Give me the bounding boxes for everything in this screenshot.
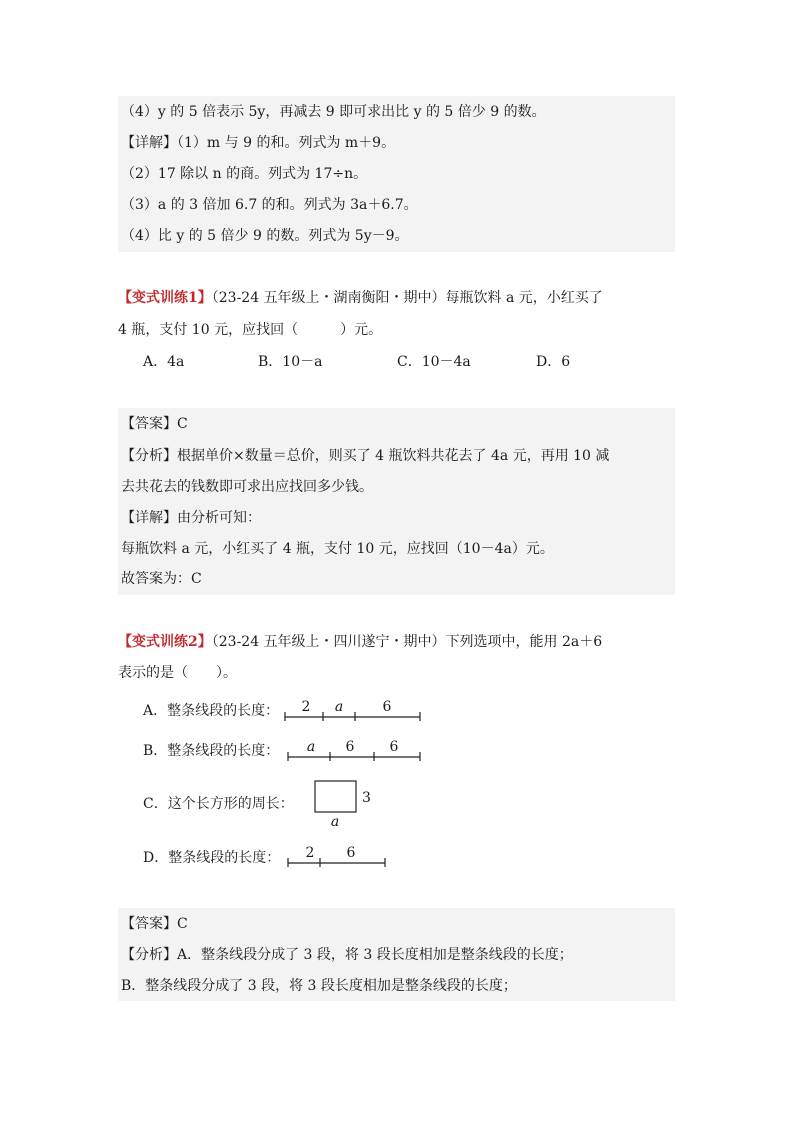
analysis-line: 【分析】A．整条线段分成了 3 段，将 3 段长度相加是整条线段的长度；: [121, 947, 573, 963]
solution-line: （4）y 的 5 倍表示 5y，再减去 9 即可求出比 y 的 5 倍少 9 的数。: [121, 104, 546, 120]
detail-line: （3）a 的 3 倍加 6.7 的和。列式为 3a＋6.7。: [121, 197, 418, 213]
question-tag: 【变式训练1】: [118, 290, 212, 306]
question-text: （23-24 五年级上・四川遂宁・期中）下列选项中，能用 2a＋6: [211, 634, 603, 650]
detail-line: 每瓶饮料 a 元，小红买了 4 瓶，支付 10 元，应找回（10－4a）元。: [121, 541, 554, 557]
option-c: C．10－4a: [397, 354, 471, 370]
segment-label: a: [334, 699, 344, 715]
detail-line: 【详解】由分析可知：: [121, 510, 261, 526]
option-d-label: D．整条线段的长度：: [143, 850, 281, 866]
segment-diagram-a: [285, 697, 425, 721]
option-d: D．6: [536, 354, 571, 370]
question-2-line-2: 表示的是（ ）。: [118, 665, 237, 681]
detail-line: 【详解】（1）m 与 9 的和。列式为 m＋9。: [121, 135, 396, 151]
rectangle-diagram: [314, 780, 384, 830]
analysis-line: B．整条线段分成了 3 段，将 3 段长度相加是整条线段的长度；: [121, 978, 517, 994]
answer-block-1: [118, 408, 675, 595]
question-tag: 【变式训练2】: [118, 634, 212, 650]
detail-line: （4）比 y 的 5 倍少 9 的数。列式为 5y－9。: [121, 228, 409, 244]
segment-label: a: [306, 739, 316, 755]
segment-label: 2: [301, 699, 311, 715]
question-1-line-2: 4 瓶，支付 10 元，应找回（ ）元。: [118, 322, 383, 338]
segment-label: 6: [345, 739, 355, 755]
question-2-line-1: [118, 632, 602, 652]
answer-line: 【答案】C: [121, 916, 188, 932]
option-c-label: C．这个长方形的周长：: [143, 796, 294, 812]
question-1-line-1: [118, 288, 603, 308]
rect-width-label: a: [330, 814, 340, 830]
analysis-line: 【分析】根据单价×数量＝总价，则买了 4 瓶饮料共花去了 4a 元，再用 10 减: [121, 448, 610, 464]
segment-diagram-b: [288, 737, 428, 761]
analysis-line: 去共花去的钱数即可求出应找回多少钱。: [121, 479, 373, 495]
option-b: B．10－a: [258, 354, 323, 370]
segment-label: 6: [382, 699, 392, 715]
detail-line: （2）17 除以 n 的商。列式为 17÷n。: [121, 166, 368, 182]
rect-height-label: 3: [362, 790, 371, 806]
segment-label: 2: [305, 845, 315, 861]
option-a-label: A．整条线段的长度：: [143, 703, 280, 719]
question-text: （23-24 五年级上・湖南衡阳・期中）每瓶饮料 a 元，小红买了: [211, 290, 603, 306]
option-a: A．4a: [143, 354, 185, 370]
segment-diagram-d: [288, 843, 398, 867]
segment-label: 6: [346, 845, 356, 861]
segment-label: 6: [389, 739, 399, 755]
detail-line: 故答案为：C: [121, 571, 202, 587]
answer-line: 【答案】C: [121, 416, 188, 432]
option-b-label: B．整条线段的长度：: [143, 743, 280, 759]
